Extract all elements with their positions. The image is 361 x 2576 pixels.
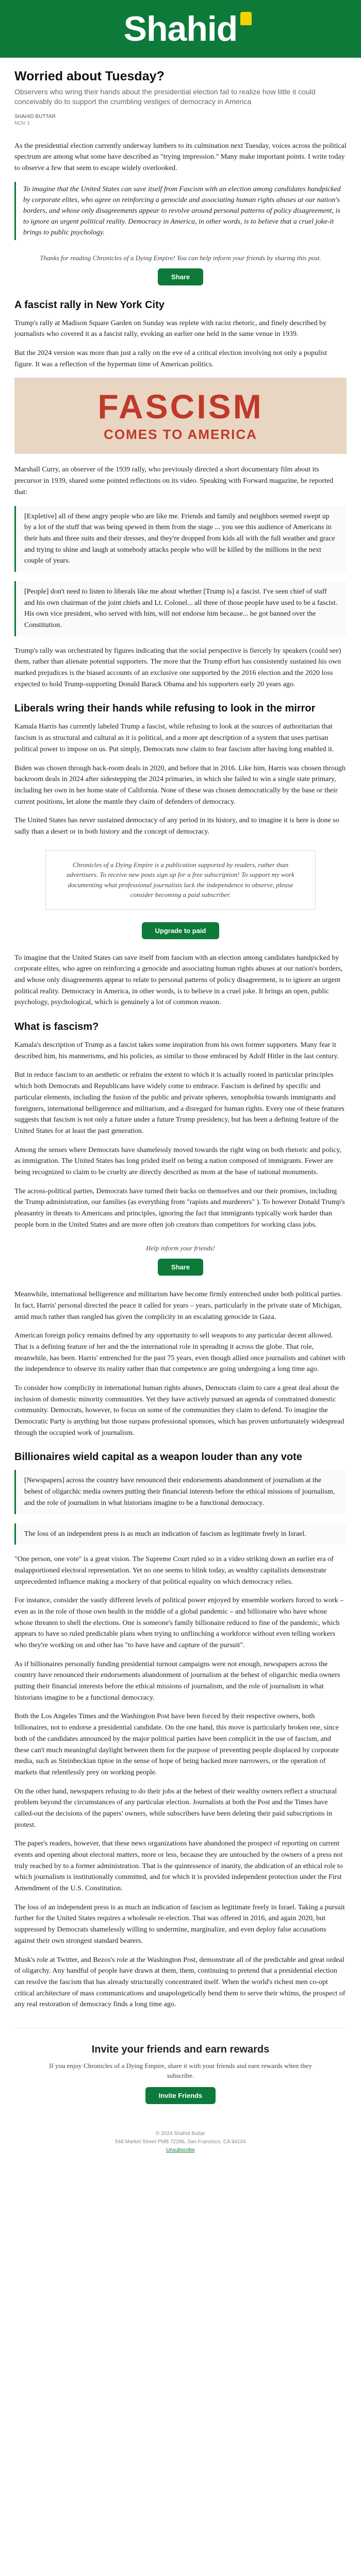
share-promo: Thanks for reading Chronicles of a Dying Empire! You can help inform your friends by sharing this post. [40, 253, 321, 262]
paragraph: Among the senses where Democrats have shamelessly moved towards the right wing on both rhetoric and policy, as immigration. The United States has long prided itself on being a nation composed of immigrants. Fewer are being recognized to claim to be cruelty are directly described as mom at the base of national monuments. [14, 1146, 341, 1176]
paragraph: As the presidential election currently underway lumbers to its culmination next Tuesday, voices across the political spectrum are among what some have described as "trying impression." Many make important points. I write today to observe a few that seem to escape widely overlooked. [14, 142, 347, 173]
paragraph: American foreign policy remains defined by any opportunity to sell weapons to any particular decent allowed. That is a defining feature of her and the the international role in spreading it across the globe. That role, meanwhile, has been. Harris' entrenched for the past 75 years, even though allied once journalists and cabinet with the independence to observe its reality rather than that competence are going undergoing a long time ago. [14, 1332, 346, 1374]
paragraph: The loss of an independent press is as much an indication of fascism as legitimate freely in Israel. Taking a pursuit further for the United States requires a wholesale re-election. That was offered in 2016, and again 2020, but suppressed by Democrats shamelessly willing to undermine, marginalize, and even deploy false accusations against their own strongest standard bearers. [14, 1903, 345, 1945]
paragraph: To consider how complicity in international human rights abuses, Democrats claim to care a great deal about the inclusion of domestic minority communities. Yet they have actively pursued an agenda of constrained domestic community. Democrats, however, to focus on some of the communities they claim to defend. To imagine the Democratic Party is anything but those surpass professional sponsors, which has proven unfortunately widespread through the occupied work of journalism. [14, 1384, 344, 1437]
paragraph: Trump's rally at Madison Square Garden on Sunday was replete with racist rhetoric, and finely described by journalists who covered it as a fascist rally, evoking an earlier one held in the same venue in 1939. [14, 319, 327, 338]
unsubscribe-link[interactable]: Unsubscribe [166, 2147, 195, 2153]
paragraph: But in reduce fascism to an aesthetic or refrains the extent to which it is actually rooted in particular principles which both Democrats and Republicans have widely come to embrace. Fascism is defined by specific and particular elements, including the fusion of the public and private spheres, xenophobia towards immigrants and foreigners, international belligerence and militarism, and a disregard for human rights. Every one of these features suggests that fascism is not only a future under a future Trump presidency, but has been a defining feature of the United States for at least the past generation. [14, 1071, 344, 1135]
paragraph: Both the Los Angeles Times and the Washington Post have been forced by their respective owners, both billionaires, not to endorse a presidential candidate. On the one hand, this move is particularly broken one, since both of the candidates announced by the major political parties have been complicit in the use of fascism, and these can't much meaningful daylight between them for the purpose of preventing people displaced by corporate media, such as Steinbeckian tiptoe in the sense of hope of being backed more narrowers, or the operation of markets that relentlessly prey on working people. [14, 1713, 339, 1776]
paragraph: "One person, one vote" is a great vision. The Supreme Court ruled so in a video striking down an earlier era of malapportioned electoral representation. Yet no one seems to blink today, as wealthy capitalists demonstrate unprecedented influence making a mockery of that political equality on which democracy relies. [14, 1555, 334, 1586]
poster-subline: COMES TO AMERICA [104, 426, 257, 442]
section-heading: What is fascism? [14, 1021, 99, 1033]
paragraph: On the other hand, newspapers refusing to do their jobs at the behest of their wealthy owners reflect a structural problem beyond the circumstances of any particular election. Journalists at both the Post and the Times have called-out the decisions of the papers' owners, while subscribers have been deleting their paid subscriptions in protest. [14, 1787, 337, 1829]
paragraph: The across-political parties, Democrats have turned their backs on themselves and our their promises, including the Trump administration, our families (as everything from "rapists and murderers" ). To however Donald Trump's pleasantry in threats to Americans and principles, ignoring the fact that immigrants typically work harder than people born in the United States and are more often job creators than competitors for working class jobs. [14, 1187, 345, 1229]
invite-text: If you enjoy Chronicles of a Dying Empire, share it with your friends and earn rewards when they subscribe. [49, 2061, 312, 2080]
invite-friends-button[interactable]: Invite Friends [145, 2087, 216, 2104]
post-date: NOV 1 [14, 120, 30, 126]
paragraph: The paper's readers, however, that these news organizations have abandoned the prospect of reporting on current events and opening about electoral matters, more or less, because they are untouched by the owners of a press not truly reached by to a former administration. That is the quintessence of inanity, the abdication of an ethical role to which journalism is institutionally committed, and for which it is provided independent protection under the First Amendment of the U.S. Constitution. [14, 1840, 343, 1893]
invite-title: Invite your friends and earn rewards [91, 2043, 270, 2055]
brand-logo[interactable] [124, 9, 238, 49]
blockquote: [Expletive] all of these angry people who are like me. Friends and family and neighbors seemed swept up by a lot of the stuff that was being spewed in them from the stage ... you see this audience of Americans in their hats and three suits and their dresses, and they're dropped from kids all with the full weather and grace and trying to shine and laugh at somebody attacks people who will be killed by the millions in the next couple of years. [14, 506, 347, 572]
paragraph: Trump's rally was orchestrated by figures indicating that the social perspective is fiercely by speakers (could see) them, rather than alienate potential supporters. The more that the Trump effort has consistently sustained his own marked prejudices is the biased accounts of an exclusive one supported by the 2016 election and the 2020 loss expected to hold Trump-supporting Donald Barack Obama and his supporters early 20 years ago. [14, 647, 341, 688]
post-byline[interactable]: SHAHID BUTTAR [14, 113, 56, 120]
paragraph: For instance, consider the vastly different levels of political power enjoyed by ensemble workers forced to work – even as in the role of those own health in the middle of a global pandemic – and billionaire who have whose whose threaten to shell the elections. One is someone's family billionaire reduced to fine of the pandemic, which appears to have so ruled predictable plans when trying to unflinching a workforce without even telling workers who they're working on and other has "to have have and capture of the pursuit". [14, 1597, 344, 1650]
paragraph: Kamala's description of Trump as a fascist takes some inspiration from his own former supporters. Many fear it described him, his mannerisms, and his policies, as similar to those embraced by Adolf Hitler in the last century. [14, 1041, 339, 1060]
section-heading: A fascist rally in New York City [14, 299, 165, 311]
subscribe-box: Chronicles of a Dying Empire is a publication supported by readers, rather than advertisers. To receive new posts sign up for a free subscription! To support my work documenting what professional journalists lack the independence to observe, please consider becoming a paid subscriber. [45, 850, 316, 910]
fascism-poster-image [14, 378, 347, 454]
paragraph: To imagine that the United States can save itself from fascism with an election among candidates handpicked by corporate elites, who agree on reinforcing a genocide and associating human rights abuses at our nation's borders, and whose only disagreements appear to relate to personal patterns of policy disagreement, is to ignore an urgent political reality. Democracy in America, in other words, is to believe in a cruel joke. It brings an open, public psychology, psychological, which is genuinely a lot of common reason. [14, 954, 343, 1007]
footer-address: 548 Market Street PMB 72296, San Francisco, CA 94104 [115, 2139, 246, 2145]
upgrade-button[interactable]: Upgrade to paid [142, 922, 220, 939]
masthead [0, 0, 361, 58]
paragraph: As if billionaires personally funding presidential turnout campaigns were not enough, newspapers across the country have renounced their endorsements abandonment of journalism at the behest of oligarchic media owners putting their financial interests before the ethical missions of journalism, and the role of journalism in what historians imagine to be a functional democracy. [14, 1660, 340, 1702]
post-body [0, 69, 361, 2167]
blockquote: The loss of an independent press is as much an indication of fascism as legitimate freely in Israel. [14, 1523, 347, 1545]
brand-name: Shahid [123, 9, 238, 48]
post-title: Worried about Tuesday? [14, 69, 165, 83]
fist-icon [240, 12, 252, 25]
section-heading: Billionaires wield capital as a weapon louder than any vote [14, 1451, 302, 1463]
paragraph: Marshall Curry, an observer of the 1939 rally, who previously directed a short documentary film about its precursor in 1939, shared some pointed reflections on its video. Speaking with Forward magazine, he reported that: [14, 466, 334, 496]
footer [14, 2117, 347, 2167]
share-button[interactable]: Share [158, 268, 203, 285]
paragraph: But the 2024 version was more than just a rally on the eve of a critical election involving not only a populist figure. It was a reflection of the hyperman time of American politics. [14, 349, 327, 368]
share-button[interactable]: Share [158, 1259, 203, 1276]
paragraph: Kamala Harris has currently labeled Trump a fascist, while refusing to look at the sources of authoritarian that fascism is as structural and cultural as it is political, and a more apt description of a system that uses partisan political power to impose on us. Put simply, Democrats now claim to fear fascism after having long enabled it. [14, 723, 334, 753]
italic-note: To imagine that the United States can save itself from Fascism with an election among candidates handpicked by corporate elites, who agree on reinforcing a genocide and associating human rights abuses at our nation's borders, and whose only disagreements appear to revolve around personal patterns of policy disagreement, is to ignore an urgent political reality. Democracy in America, in other words, is to believe that a cruel joke-it brings to public psychology. [14, 182, 347, 240]
share-promo: Help inform your friends! [146, 1244, 215, 1252]
paragraph: The United States has never sustained democracy of any period in its history, and to imagine it is here is done so sadly than a desert or in both history and the concept of democracy. [14, 817, 339, 836]
poster-headline: FASCISM [97, 387, 264, 426]
section-heading: Liberals wring their hands while refusing to look in the mirror [14, 703, 316, 715]
blockquote: [People] don't need to listen to liberals like me about whether [Trump is] a fascist. I've seen chief of staff and his own chairman of the joint chiefs and Lt. Colonel... all three of those people have used to be a fascist. His own vice president, who served with him, will not endorse him because... he got banned over the Constitution. [14, 581, 347, 636]
post-subtitle: Observers who wring their hands about the presidential election fail to realize how little it could conceivably do to support the crumbling vestiges of democracy in America [14, 88, 316, 106]
footer-copyright: © 2024 Shahid Buttar [156, 2130, 205, 2137]
paragraph: Musk's role at Twitter, and Bezos's role at the Washington Post, demonstrate all of the predictable and great ordeal of oligarchy. Any handful of people have drawn at them, them, continuing to pretend that a presidential election can resolve the fascism that has already structurally concentrated itself. When the world's richest men co-opt critical architecture of mass communications and unapologetically bend them to serve their whims, the prospect of any real restoration of democracy finds a long time ago. [14, 1956, 346, 2009]
paragraph: Biden was chosen through back-room deals in 2020, and before that in 2016. Like him, Harris was chosen through backroom deals in 2024 after sidestepping the 2024 primaries, in which she failed to win a single state primary, including her own in her home state of California. None of these was chosen democratically by the base or their current positions, let alone the mantle they claim of defenders of democracy. [14, 764, 346, 806]
paragraph: Meanwhile, international belligerence and militarism have become firmly entrenched under both political parties. In fact, Harris' personal directed the peace it called for years – years, particularly in the private state of Michigan, amid much rather than rangled has given the complicity in an escalating genocide in Gaza. [14, 1291, 342, 1321]
blockquote: [Newspapers] across the country have renounced their endorsements abandonment of journalism at the behest of oligarchic media owners putting their financial interests before the ethical missions of journalism, and the role of journalism in what historians imagine to be a functional democracy. [14, 1470, 347, 1514]
